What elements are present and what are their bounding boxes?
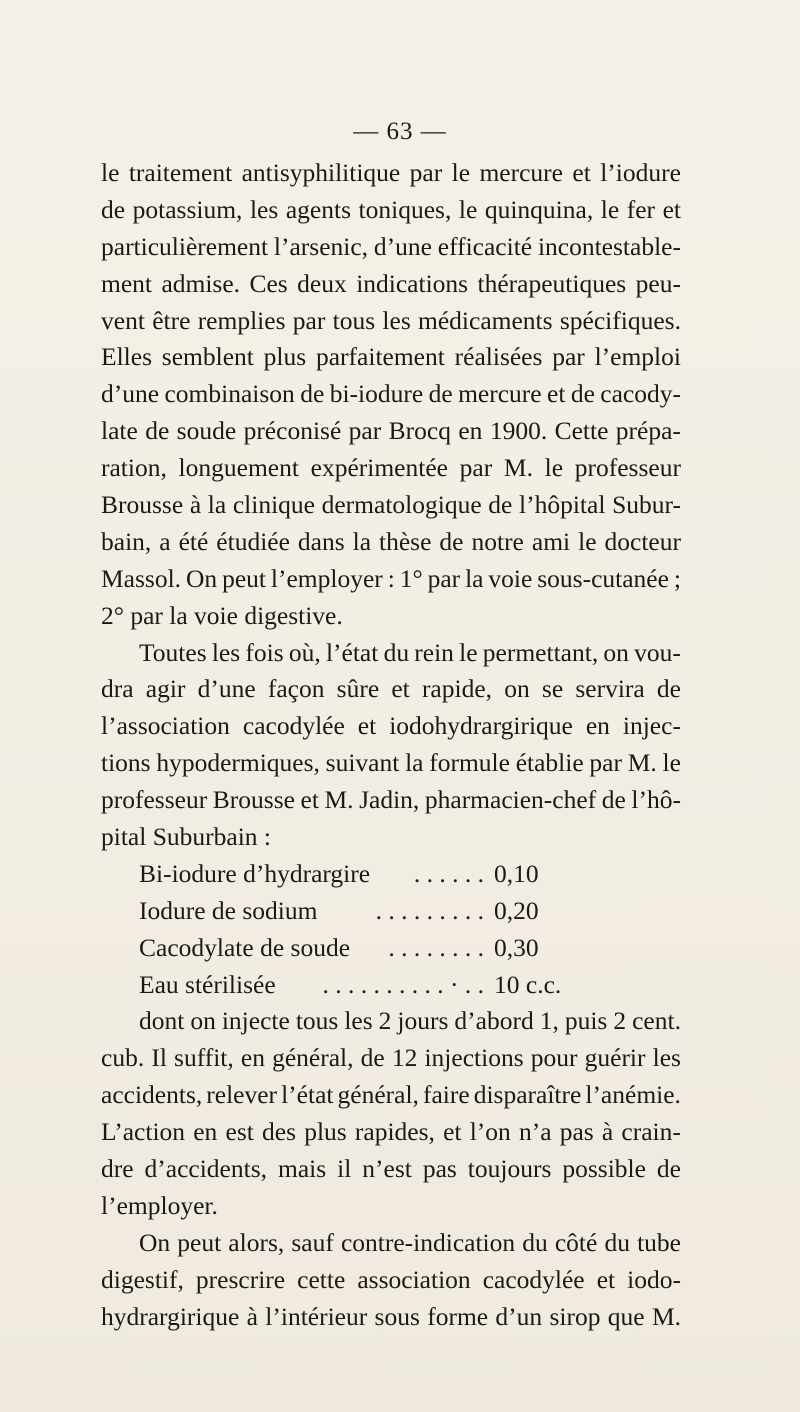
body-text bbox=[101, 155, 681, 1336]
formula-row bbox=[101, 967, 681, 1004]
text-line: particulièrement l’arsenic, d’une efficacité incontestable- bbox=[101, 231, 681, 261]
text-line: bain, a été étudiée dans la thèse de notre ami le docteur bbox=[101, 526, 681, 556]
text-line: professeur Brousse et M. Jadin, pharmacien-chef de l’hô- bbox=[101, 785, 681, 815]
leader-dots: . . . . . . bbox=[413, 858, 484, 888]
text-line: On peut alors, sauf contre-indication du côté du tube bbox=[139, 1227, 681, 1257]
text-line: dre d’accidents, mais il n’est pas toujours possible de bbox=[101, 1154, 681, 1184]
ingredient-name: Bi-iodure d’hydrargire bbox=[139, 858, 371, 888]
text-line: le traitement antisyphilitique par le mercure et l’iodure bbox=[101, 158, 681, 187]
paragraph-2 bbox=[101, 635, 681, 856]
text-line: ration, longuement expérimentée par M. le professeur bbox=[101, 453, 681, 483]
text-line: Brousse à la clinique dermatologique de l’hôpital Subur- bbox=[101, 490, 681, 520]
text-line: ment admise. Ces deux indications thérapeutiques peu- bbox=[101, 268, 681, 298]
text-line: de potassium, les agents toniques, le quinquina, le fer et bbox=[101, 194, 681, 224]
text-line: late de soude préconisé par Brocq en 1900. Cette prépa- bbox=[101, 416, 681, 446]
text-line: hydrargirique à l’intérieur sous forme d’un sirop que M. bbox=[101, 1301, 681, 1331]
text-line: Massol. On peut l’employer : 1° par la voie sous-cutanée ; bbox=[101, 563, 681, 593]
text-line: L’action en est des plus rapides, et l’on n’a pas à crain- bbox=[101, 1117, 681, 1147]
ingredient-name: Eau stérilisée bbox=[139, 969, 276, 999]
text-line: dra agir d’une façon sûre et rapide, on se servira de bbox=[101, 674, 681, 704]
ingredient-name: Cacodylate de soude bbox=[139, 932, 351, 962]
text-line: cub. Il suffit, en général, de 12 injections pour guérir les bbox=[101, 1043, 681, 1073]
paragraph-4 bbox=[101, 1225, 681, 1336]
text-line: accidents, relever l’état général, faire disparaître l’anémie. bbox=[101, 1080, 681, 1110]
ingredient-amount: 10 c.c. bbox=[494, 969, 562, 999]
page-number: — 63 — bbox=[353, 118, 447, 145]
text-line: vent être remplies par tous les médicaments spécifiques. bbox=[101, 305, 681, 335]
text-line: tions hypodermiques, suivant la formule établie par M. le bbox=[101, 748, 681, 778]
formula-row bbox=[101, 893, 681, 930]
text-line: pital Suburbain : bbox=[101, 822, 271, 852]
ingredient-amount: 0,30 bbox=[494, 932, 539, 962]
text-line: l’association cacodylée et iodohydrargirique en injec- bbox=[101, 711, 681, 741]
paragraph-3 bbox=[101, 1003, 681, 1224]
text-line: l’employer. bbox=[101, 1190, 218, 1220]
leader-dots: . . . . . . . . . . · . . bbox=[322, 969, 484, 999]
paragraph-1 bbox=[101, 155, 681, 635]
ingredient-amount: 0,20 bbox=[494, 895, 539, 925]
text-line: d’une combinaison de bi-iodure de mercure et de cacody- bbox=[101, 379, 681, 409]
text-line: Toutes les fois où, l’état du rein le permettant, on vou- bbox=[139, 637, 681, 667]
ingredient-amount: 0,10 bbox=[494, 858, 539, 888]
formula-table bbox=[101, 856, 681, 1004]
formula-row bbox=[101, 856, 681, 893]
text-line: dont on injecte tous les 2 jours d’abord 1, puis 2 cent. bbox=[139, 1006, 681, 1036]
formula-row bbox=[101, 930, 681, 967]
leader-dots: . . . . . . . . . bbox=[375, 895, 484, 925]
text-line: 2° par la voie digestive. bbox=[101, 600, 343, 630]
text-line: digestif, prescrire cette association cacodylée et iodo- bbox=[101, 1264, 681, 1294]
text-line: Elles semblent plus parfaitement réalisées par l’emploi bbox=[101, 342, 681, 372]
leader-dots: . . . . . . . . bbox=[388, 932, 484, 962]
ingredient-name: Iodure de sodium bbox=[139, 895, 318, 925]
